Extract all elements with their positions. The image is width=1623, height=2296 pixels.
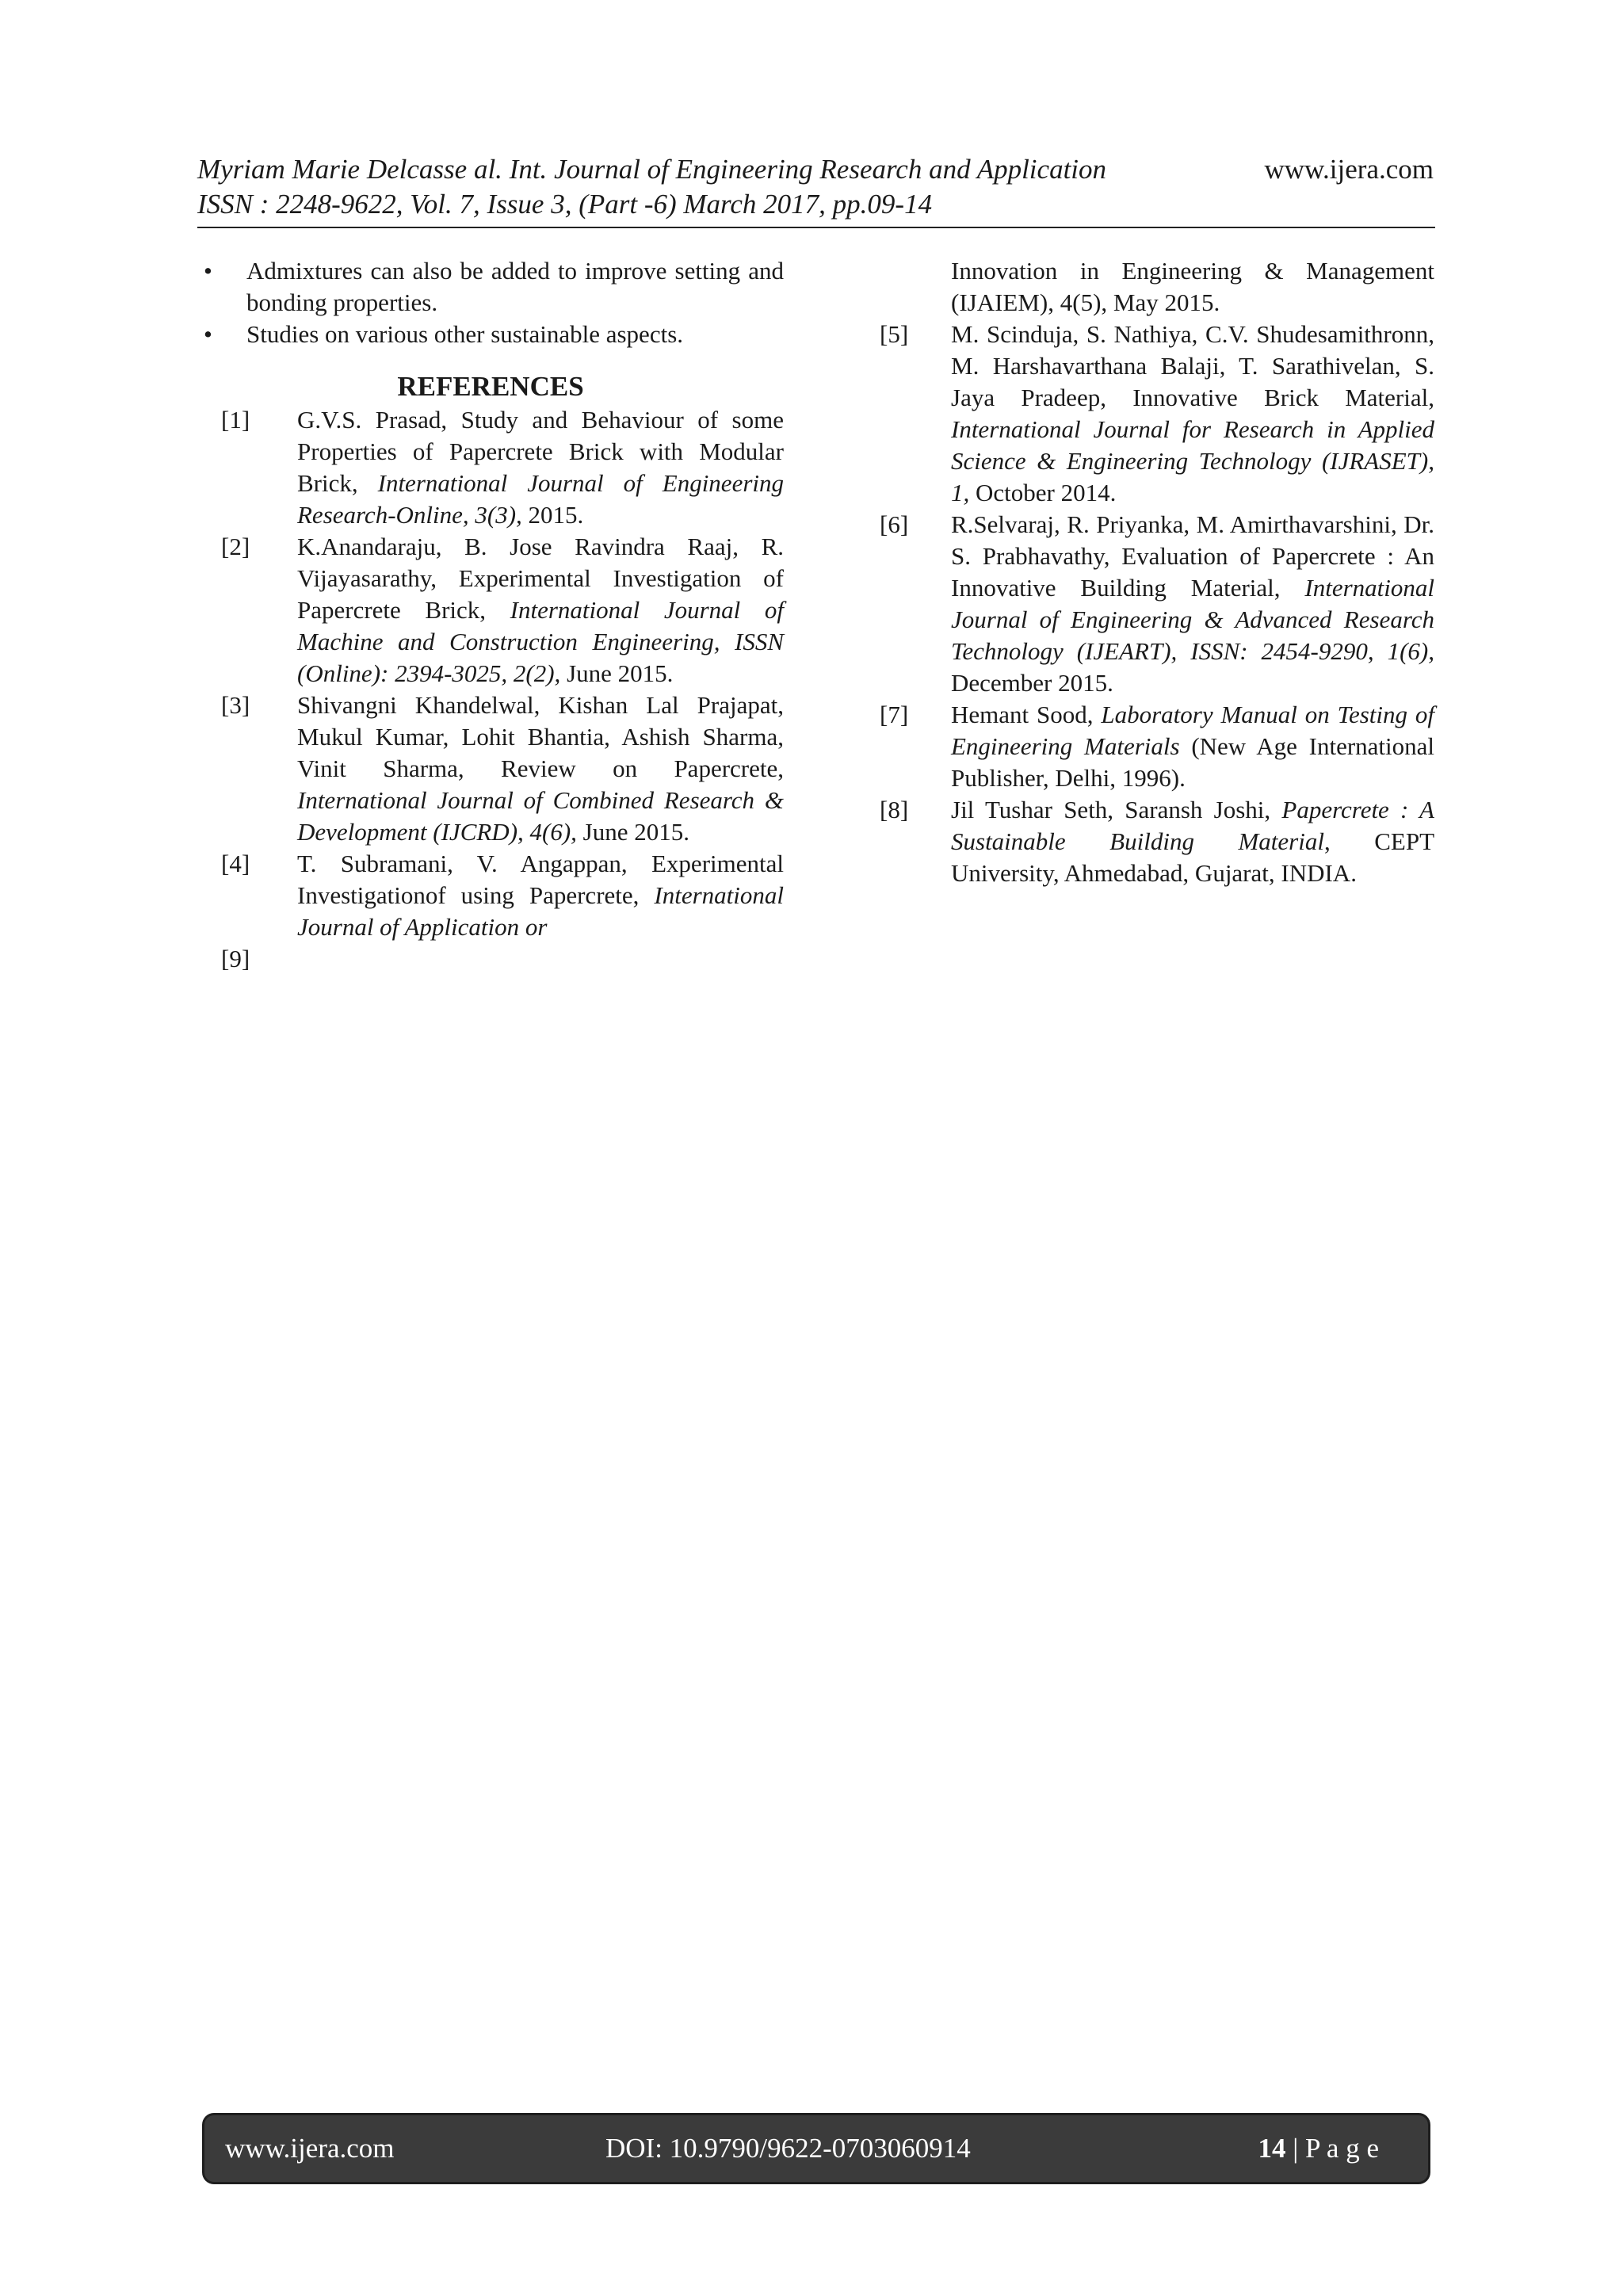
list-item: • Admixtures can also be added to improve setting and bonding properties. <box>204 257 784 316</box>
reference-number: [5] <box>880 320 909 348</box>
references-heading: REFERENCES <box>397 371 584 402</box>
reference-number: [2] <box>221 533 250 560</box>
reference-number: [4] <box>221 850 250 877</box>
page-footer <box>204 2115 1428 2182</box>
bullet-icon: • <box>204 257 212 285</box>
reference-item: [6] R.Selvaraj, R. Priyanka, M. Amirthavarshini, Dr. S. Prabhavathy, Evaluation of Papercrete : An Innovative Building Material, International Journal of Engineering & Advanced Research Technology (IJEART), ISSN: 2454-9290, 1(6), December 2015. <box>880 510 1434 697</box>
bullet-list <box>197 255 784 350</box>
running-header <box>197 152 1434 222</box>
reference-number: [3] <box>221 691 250 719</box>
reference-number: [7] <box>880 701 909 728</box>
reference-item: [4] T. Subramani, V. Angappan, Experimental Investigationof using Papercrete, International Journal of Application or <box>221 850 784 941</box>
right-column <box>870 255 1434 889</box>
reference-number: [9] <box>221 945 250 972</box>
reference-item: [1] G.V.S. Prasad, Study and Behaviour of some Properties of Papercrete Brick with Modular Brick, International Journal of Engineering Research-Online, 3(3), 2015. <box>221 406 785 529</box>
journal-website[interactable]: www.ijera.com <box>1264 154 1434 185</box>
reference-item: [7] Hemant Sood, Laboratory Manual on Testing of Engineering Materials (New Age International Publisher, Delhi, 1996). <box>880 701 1435 792</box>
left-column <box>197 255 784 975</box>
reference-item: [8] Jil Tushar Seth, Saransh Joshi, Papercrete : A Sustainable Building Material, CEPT University, Ahmedabad, Gujarat, INDIA. <box>880 796 1435 887</box>
issn-line: ISSN : 2248-9622, Vol. 7, Issue 3, (Part -6) March 2017, pp.09-14 <box>197 189 933 220</box>
footer-website[interactable]: www.ijera.com <box>225 2133 395 2164</box>
list-item: • Studies on various other sustainable aspects. <box>197 319 784 350</box>
reference-item: [3] Shivangni Khandelwal, Kishan Lal Prajapat, Mukul Kumar, Lohit Bhantia, Ashish Sharma, Vinit Sharma, Review on Papercrete, International Journal of Combined Research & Development (IJCRD), 4(6), June 2015. <box>221 691 784 846</box>
journal-title: Myriam Marie Delcasse al. Int. Journal of Engineering Research and Application <box>197 154 1107 185</box>
reference-number: [1] <box>221 406 250 434</box>
reference-continuation: Innovation in Engineering & Management (IJAIEM), 4(5), May 2015. <box>951 257 1434 316</box>
bullet-icon: • <box>204 320 212 348</box>
reference-item: [5] M. Scinduja, S. Nathiya, C.V. Shudesamithronn, M. Harshavarthana Balaji, T. Sarathivelan, S. Jaya Pradeep, Innovative Brick Material, International Journal for Research in Applied Science & Engineering Technology (IJRASET), 1, October 2014. <box>880 320 1434 506</box>
reference-number: [6] <box>880 510 909 538</box>
reference-item <box>197 943 784 975</box>
page-number: 14 | P a g e <box>1258 2133 1379 2164</box>
header-divider <box>197 227 1435 228</box>
reference-number: [8] <box>880 796 909 823</box>
footer-doi: DOI: 10.9790/9622-0703060914 <box>605 2133 971 2164</box>
reference-item: [2] K.Anandaraju, B. Jose Ravindra Raaj, R. Vijayasarathy, Experimental Investigation of Papercrete Brick, International Journal of Machine and Construction Engineering, ISSN (Online): 2394-3025, 2(2), June 2015. <box>221 533 784 687</box>
